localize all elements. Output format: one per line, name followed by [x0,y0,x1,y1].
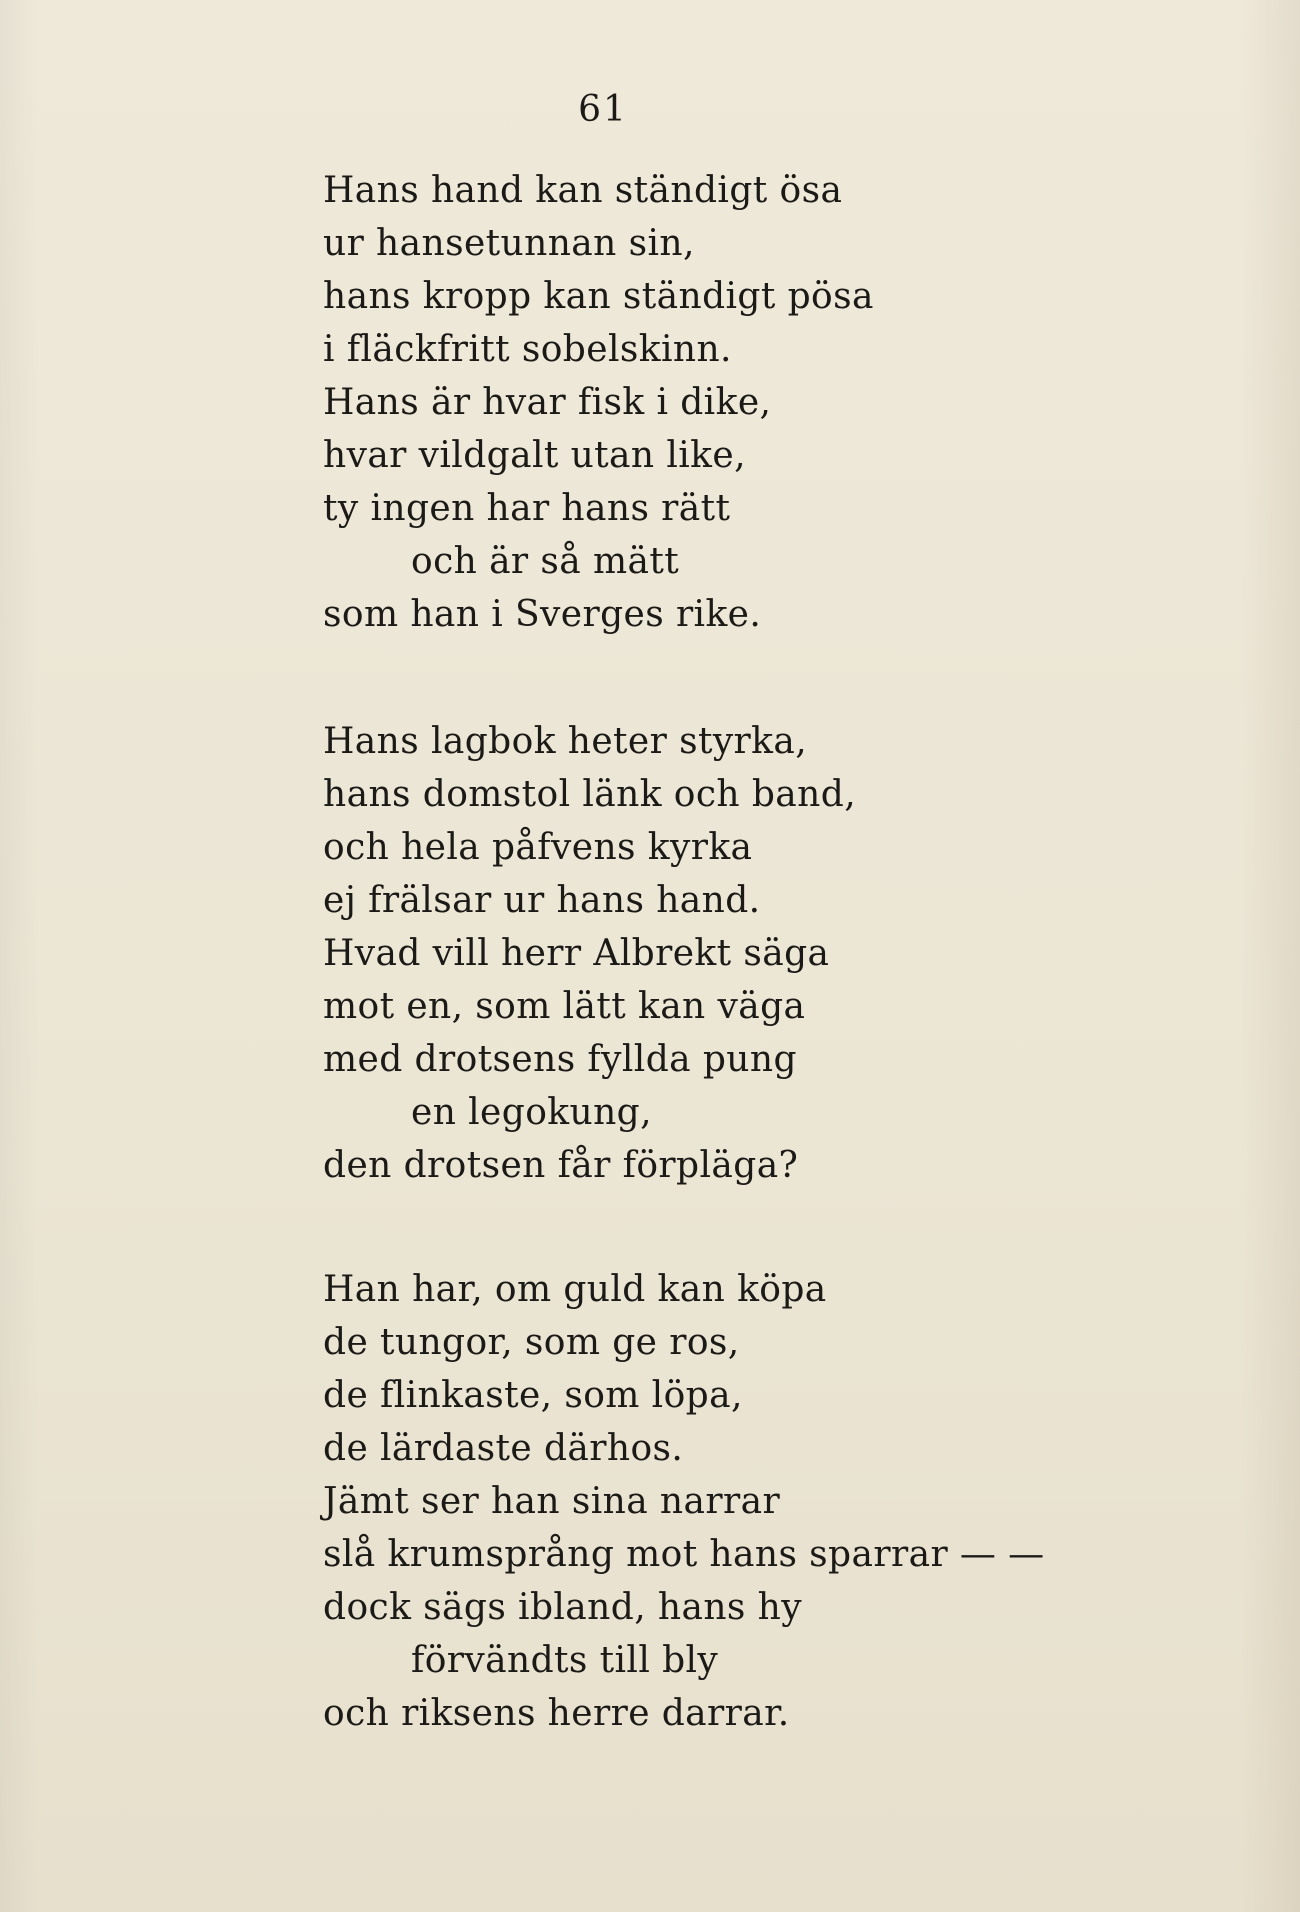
poem-line: slå krumsprång mot hans sparrar — — [323,1534,1045,1575]
poem-stanza [323,715,1183,1192]
poem-stanza [323,164,1183,641]
poem-line: som han i Sverges rike. [323,594,762,635]
poem-line: med drotsens fyllda pung [323,1039,797,1080]
poem-line: ur hansetunnan sin, [323,223,695,264]
poem-line: hvar vildgalt utan like, [323,435,746,476]
page-number: 61 [578,89,628,130]
poem-line: en legokung, [411,1092,652,1133]
poem-stanza [323,1263,1183,1740]
poem-line: hans domstol länk och band, [323,774,857,815]
poem-line: ty ingen har hans rätt [323,488,731,529]
poem-line: de lärdaste därhos. [323,1428,684,1469]
poem-line: Hans är hvar fisk i dike, [323,382,772,423]
poem-line: Hvad vill herr Albrekt säga [323,933,830,974]
poem-line: de tungor, som ge ros, [323,1322,740,1363]
poem-line: och är så mätt [411,541,680,582]
poem-line: Jämt ser han sina narrar [323,1481,781,1522]
poem-line: de flinkaste, som löpa, [323,1375,743,1416]
poem-line: och riksens herre darrar. [323,1693,790,1734]
poem-line: Hans hand kan ständigt ösa [323,170,843,211]
poem-line: förvändts till bly [411,1640,719,1681]
poem-line: mot en, som lätt kan väga [323,986,806,1027]
poem-line: den drotsen får förpläga? [323,1145,799,1186]
poem-line: och hela påfvens kyrka [323,827,753,868]
poem-line: ej frälsar ur hans hand. [323,880,761,921]
poem-line: dock sägs ibland, hans hy [323,1587,802,1628]
poem-line: i fläckfritt sobelskinn. [323,329,732,370]
poem-line: Hans lagbok heter styrka, [323,721,808,762]
poem-line: hans kropp kan ständigt pösa [323,276,874,317]
poem-line: Han har, om guld kan köpa [323,1269,827,1310]
